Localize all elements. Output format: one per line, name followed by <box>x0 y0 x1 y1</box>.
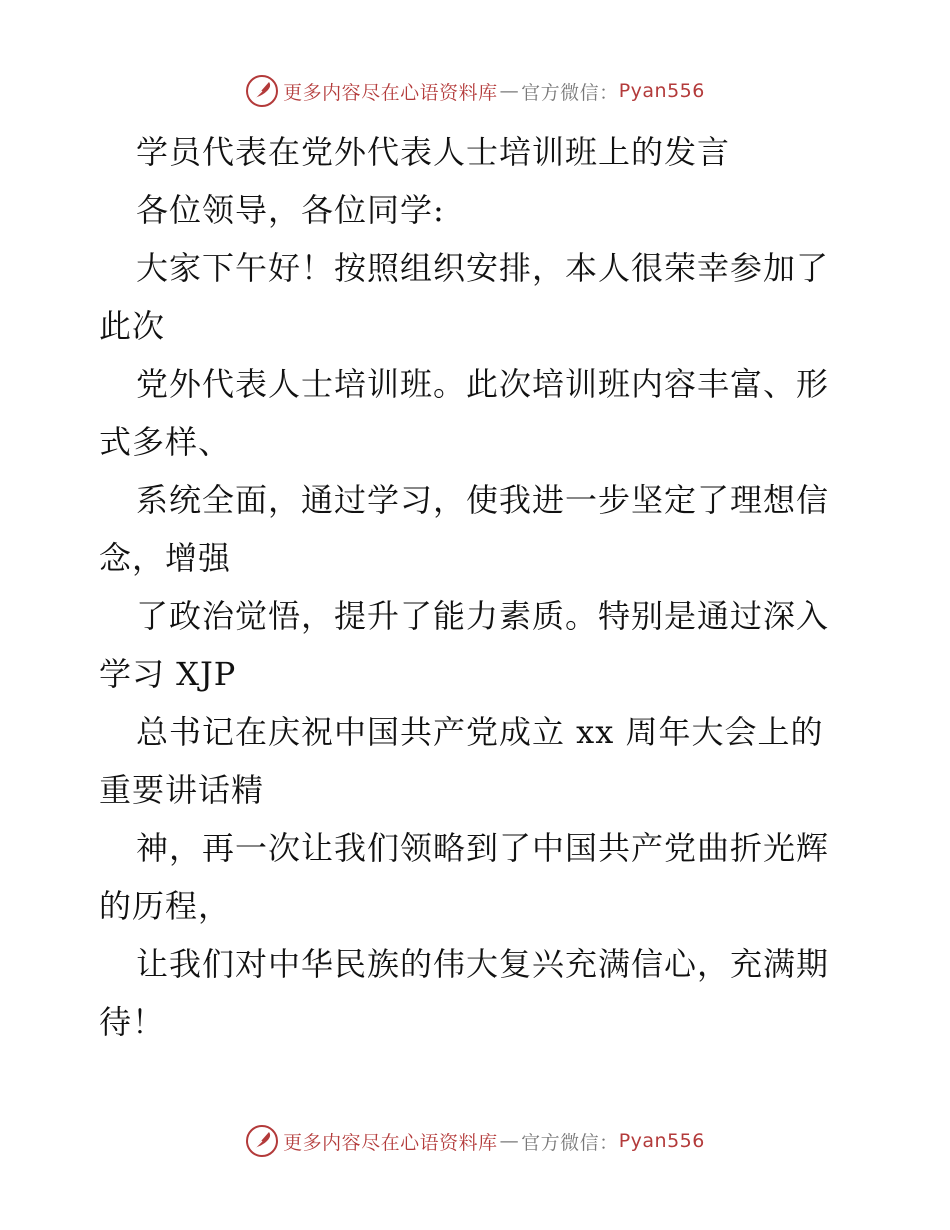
document-line: 神，再一次让我们领略到了中国共产党曲折光辉 <box>136 829 830 867</box>
document-line: 总书记在庆祝中国共产党成立 xx 周年大会上的 <box>136 713 824 751</box>
banner-wechat-account: Pyan556 <box>618 1130 705 1152</box>
banner-main-text: 更多内容尽在心语资料库 <box>283 81 498 104</box>
document-line: 的历程， <box>99 887 232 925</box>
document-line: 系统全面，通过学习，使我进一步坚定了理想信 <box>136 481 830 519</box>
banner-wechat-label: 官方微信： <box>521 1131 619 1154</box>
document-line: 待！ <box>99 1003 166 1041</box>
footer-watermark-banner <box>0 1121 950 1161</box>
document-line: 此次 <box>99 307 166 345</box>
banner-main-text: 更多内容尽在心语资料库 <box>283 1131 498 1154</box>
document-line: 让我们对中华民族的伟大复兴充满信心，充满期 <box>136 945 830 983</box>
document-line: 大家下午好！按照组织安排，本人很荣幸参加了 <box>136 249 830 287</box>
document-line: 党外代表人士培训班。此次培训班内容丰富、形 <box>136 365 830 403</box>
document-line: 念，增强 <box>99 539 232 577</box>
document-line: 学员代表在党外代表人士培训班上的发言 <box>136 133 731 171</box>
header-watermark-banner <box>0 71 950 111</box>
document-body <box>99 123 859 1051</box>
document-line: 各位领导，各位同学: <box>136 191 445 229</box>
banner-dash: — <box>499 80 520 102</box>
banner-dash: — <box>499 1130 520 1152</box>
feather-pen-logo-icon <box>245 74 279 108</box>
banner-wechat-account: Pyan556 <box>618 80 705 102</box>
document-line: 式多样、 <box>99 423 232 461</box>
banner-wechat-label: 官方微信： <box>521 81 619 104</box>
feather-pen-logo-icon <box>245 1124 279 1158</box>
document-line: 学习 XJP <box>99 655 237 693</box>
document-line: 了政治觉悟，提升了能力素质。特别是通过深入 <box>136 597 830 635</box>
document-line: 重要讲话精 <box>99 771 265 809</box>
